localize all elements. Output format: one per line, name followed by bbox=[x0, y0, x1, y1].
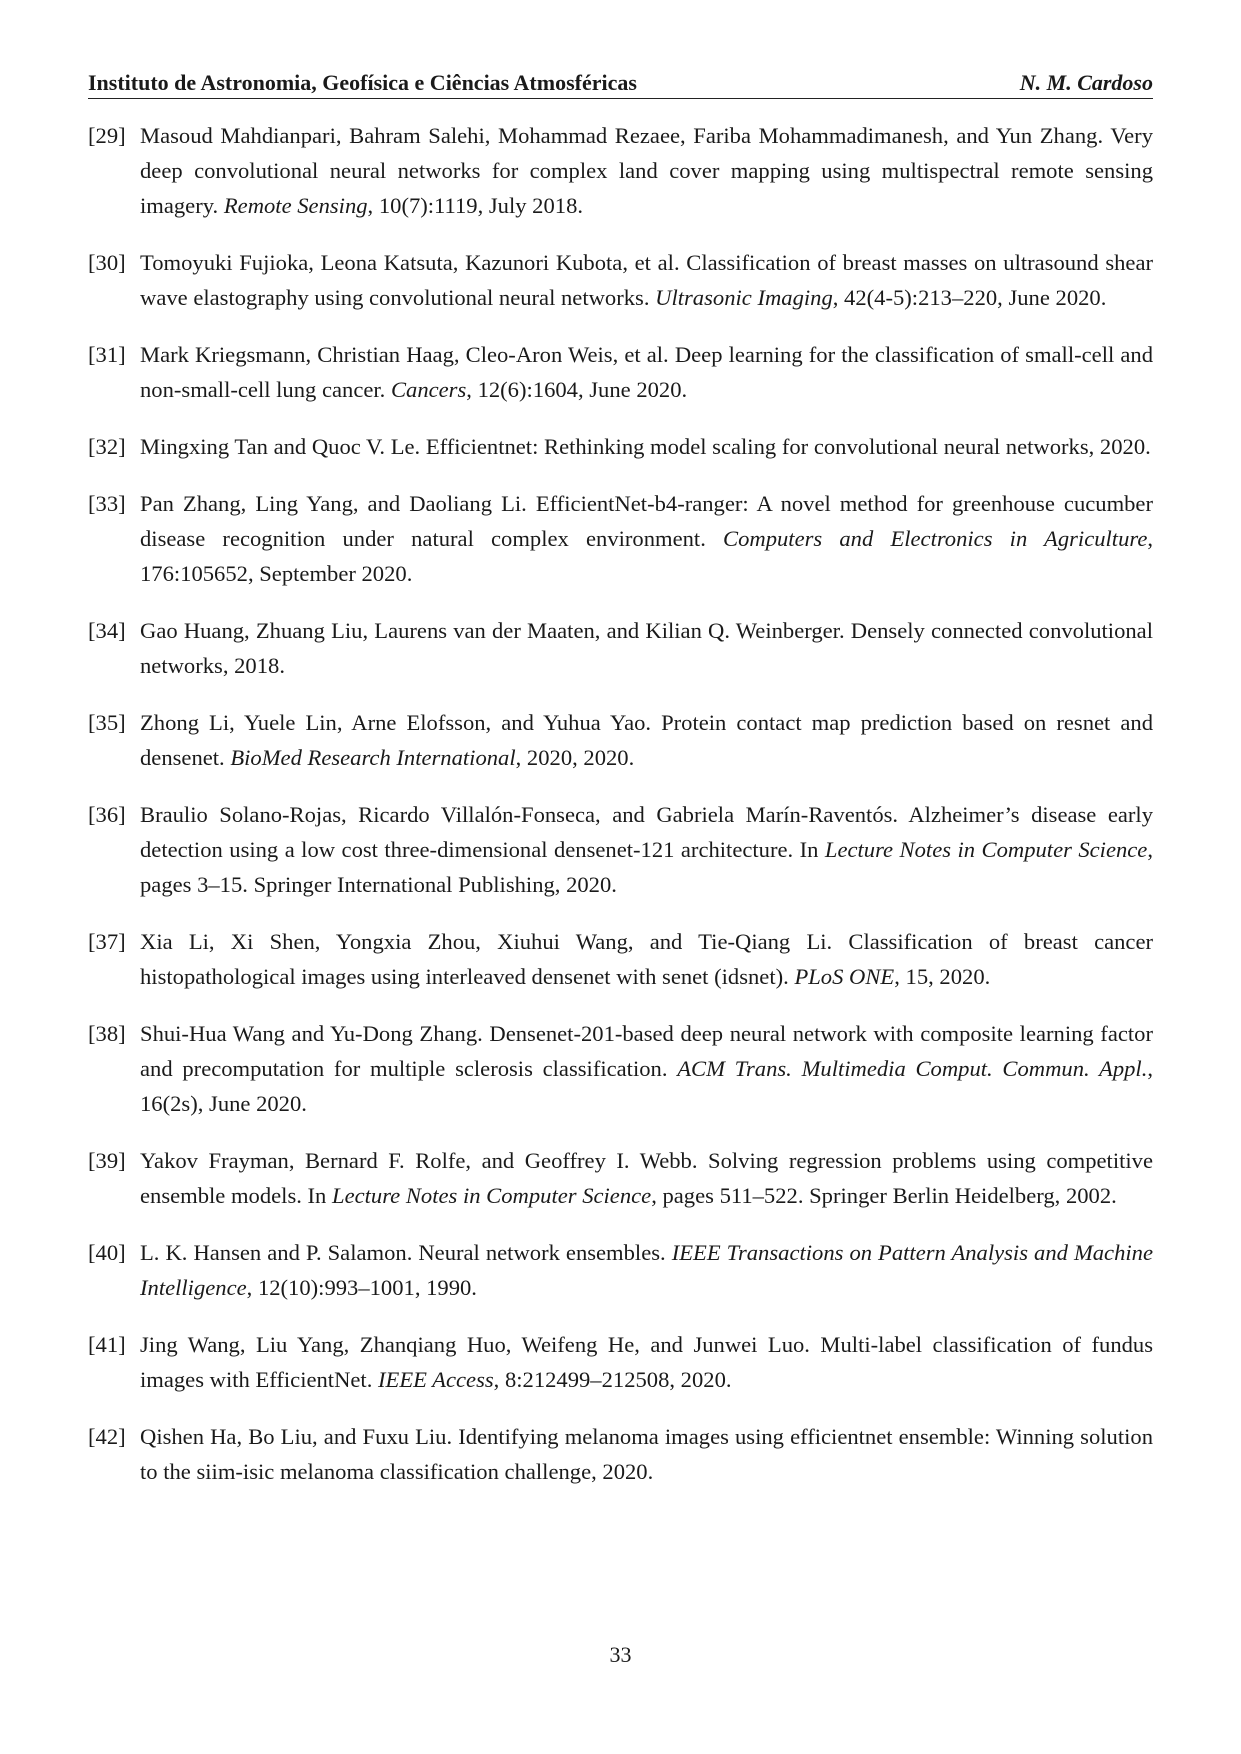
header-author: N. M. Cardoso bbox=[1019, 70, 1153, 95]
reference-venue: Ultrasonic Imaging bbox=[655, 285, 833, 310]
reference-number: [29] bbox=[88, 123, 126, 148]
reference-text bbox=[140, 1327, 1153, 1397]
reference-item bbox=[88, 429, 1153, 464]
reference-authors-title: Xia Li, Xi Shen, Yongxia Zhou, Xiuhui Wang, and Tie-Qiang Li. Classification of breast cancer histopathological images using interleaved densenet with senet (idsnet). bbox=[140, 929, 1153, 989]
reference-number: [42] bbox=[88, 1424, 126, 1449]
reference-number: [31] bbox=[88, 342, 126, 367]
reference-number: [35] bbox=[88, 710, 126, 735]
reference-venue: Remote Sensing bbox=[223, 193, 368, 218]
page-number: 33 bbox=[609, 1642, 632, 1667]
reference-authors-title: Tomoyuki Fujioka, Leona Katsuta, Kazunori Kubota, et al. Classification of breast masses on ultrasound shear wave elastography using convolutional neural networks. bbox=[140, 250, 1153, 310]
reference-details: , pages 3–15. Springer International Publishing, 2020. bbox=[140, 837, 1153, 897]
reference-text bbox=[140, 924, 1153, 994]
reference-item bbox=[88, 1143, 1153, 1213]
reference-text bbox=[140, 705, 1153, 775]
reference-venue: PLoS ONE bbox=[794, 964, 895, 989]
header-institution: Instituto de Astronomia, Geofísica e Ciências Atmosféricas bbox=[88, 70, 637, 95]
reference-item bbox=[88, 797, 1153, 902]
reference-authors-title: Yakov Frayman, Bernard F. Rolfe, and Geoffrey I. Webb. Solving regression problems using competitive ensemble models. In bbox=[140, 1148, 1153, 1208]
reference-number: [30] bbox=[88, 250, 126, 275]
reference-text bbox=[140, 1419, 1153, 1489]
reference-authors-title: Shui-Hua Wang and Yu-Dong Zhang. Densenet-201-based deep neural network with composite learning factor and precomputation for multiple sclerosis classification. bbox=[140, 1021, 1153, 1081]
reference-number: [40] bbox=[88, 1240, 126, 1265]
reference-details: , 42(4-5):213–220, June 2020. bbox=[832, 285, 1107, 310]
reference-details: , 16(2s), June 2020. bbox=[140, 1056, 1153, 1116]
reference-venue: Cancers bbox=[390, 377, 467, 402]
reference-item bbox=[88, 924, 1153, 994]
reference-number: [33] bbox=[88, 491, 126, 516]
reference-authors-title: Mark Kriegsmann, Christian Haag, Cleo-Aron Weis, et al. Deep learning for the classification of small-cell and non-small-cell lung cancer. bbox=[140, 342, 1153, 402]
reference-venue: IEEE Transactions on Pattern Analysis and Machine Intelligence bbox=[140, 1240, 1153, 1300]
reference-text bbox=[140, 245, 1153, 315]
reference-item bbox=[88, 337, 1153, 407]
reference-venue: ACM Trans. Multimedia Comput. Commun. Appl. bbox=[677, 1056, 1148, 1081]
reference-details: , 12(10):993–1001, 1990. bbox=[246, 1275, 477, 1300]
reference-item bbox=[88, 1419, 1153, 1489]
reference-details: , 12(6):1604, June 2020. bbox=[466, 377, 688, 402]
reference-details: , pages 511–522. Springer Berlin Heidelberg, 2002. bbox=[651, 1183, 1117, 1208]
reference-text bbox=[140, 1016, 1153, 1121]
reference-item bbox=[88, 118, 1153, 223]
running-header bbox=[88, 64, 1153, 96]
reference-item bbox=[88, 705, 1153, 775]
reference-text bbox=[140, 429, 1153, 464]
reference-authors-title: Braulio Solano-Rojas, Ricardo Villalón-Fonseca, and Gabriela Marín-Raventós. Alzheimer’s disease early detection using a low cost three-dimensional densenet-121 architecture. In bbox=[140, 802, 1153, 862]
reference-item bbox=[88, 245, 1153, 315]
reference-item bbox=[88, 1327, 1153, 1397]
reference-details: , 176:105652, September 2020. bbox=[140, 526, 1154, 586]
reference-venue: BioMed Research International bbox=[230, 745, 516, 770]
reference-item bbox=[88, 1016, 1153, 1121]
reference-venue: IEEE Access bbox=[378, 1367, 494, 1392]
reference-venue: Computers and Electronics in Agriculture bbox=[723, 526, 1148, 551]
reference-text bbox=[140, 613, 1153, 683]
reference-authors-title: Qishen Ha, Bo Liu, and Fuxu Liu. Identifying melanoma images using efficientnet ensemble: Winning solution to the siim-isic melanoma classification challenge, 2020. bbox=[140, 1424, 1153, 1484]
reference-text bbox=[140, 337, 1153, 407]
reference-details: , 8:212499–212508, 2020. bbox=[493, 1367, 732, 1392]
reference-number: [41] bbox=[88, 1332, 126, 1357]
reference-venue: Lecture Notes in Computer Science bbox=[824, 837, 1148, 862]
reference-authors-title: L. K. Hansen and P. Salamon. Neural network ensembles. bbox=[140, 1240, 672, 1265]
reference-item bbox=[88, 613, 1153, 683]
reference-details: , 2020, 2020. bbox=[515, 745, 635, 770]
reference-authors-title: Jing Wang, Liu Yang, Zhanqiang Huo, Weifeng He, and Junwei Luo. Multi-label classification of fundus images with EfficientNet. bbox=[140, 1332, 1153, 1392]
reference-number: [37] bbox=[88, 929, 126, 954]
reference-authors-title: Pan Zhang, Ling Yang, and Daoliang Li. EfficientNet-b4-ranger: A novel method for greenhouse cucumber disease recognition under natural complex environment. bbox=[140, 491, 1153, 551]
reference-authors-title: Mingxing Tan and Quoc V. Le. Efficientnet: Rethinking model scaling for convolutional neural networks, 2020. bbox=[140, 434, 1151, 459]
reference-authors-title: Gao Huang, Zhuang Liu, Laurens van der Maaten, and Kilian Q. Weinberger. Densely connected convolutional networks, 2018. bbox=[140, 618, 1153, 678]
reference-number: [39] bbox=[88, 1148, 126, 1173]
reference-details: , 10(7):1119, July 2018. bbox=[367, 193, 584, 218]
reference-item bbox=[88, 486, 1153, 591]
reference-text bbox=[140, 1235, 1153, 1305]
reference-text bbox=[140, 1143, 1153, 1213]
reference-text bbox=[140, 797, 1153, 902]
reference-number: [38] bbox=[88, 1021, 126, 1046]
reference-details: , 15, 2020. bbox=[894, 964, 991, 989]
reference-authors-title: Masoud Mahdianpari, Bahram Salehi, Mohammad Rezaee, Fariba Mohammadimanesh, and Yun Zhang. Very deep convolutional neural networks for complex land cover mapping using multispectral remote sensing imagery. bbox=[140, 123, 1153, 218]
reference-number: [32] bbox=[88, 434, 126, 459]
reference-number: [34] bbox=[88, 618, 126, 643]
reference-text bbox=[140, 118, 1153, 223]
reference-number: [36] bbox=[88, 802, 126, 827]
reference-authors-title: Zhong Li, Yuele Lin, Arne Elofsson, and Yuhua Yao. Protein contact map prediction based on resnet and densenet. bbox=[140, 710, 1153, 770]
reference-item bbox=[88, 1235, 1153, 1305]
reference-venue: Lecture Notes in Computer Science bbox=[332, 1183, 652, 1208]
reference-list bbox=[88, 118, 1153, 1511]
reference-text bbox=[140, 486, 1153, 591]
header-rule bbox=[88, 98, 1153, 99]
